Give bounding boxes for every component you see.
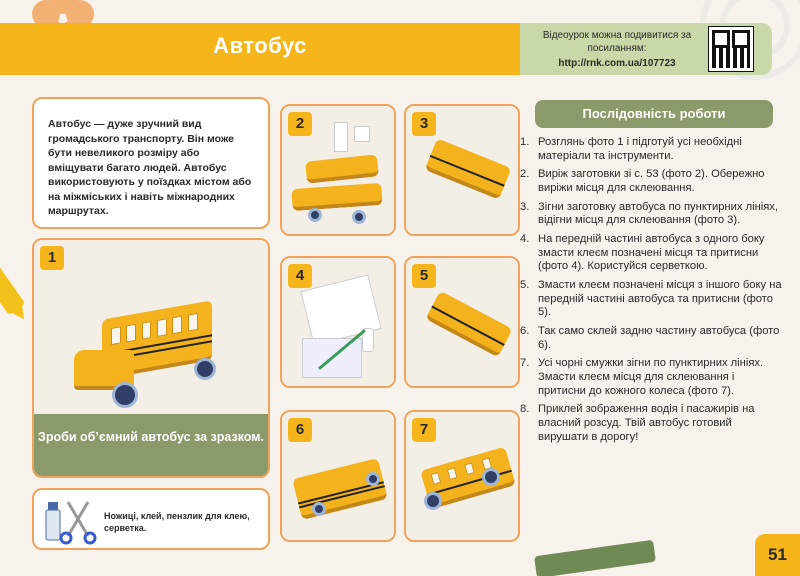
photo-card-2: [280, 104, 396, 236]
photo-card-5: [404, 256, 520, 388]
photo-number: 6: [288, 418, 312, 442]
tools-text: Ножиці, клей, пензлик для клею, серветка.: [104, 511, 250, 533]
steps-heading: Послідовність роботи: [535, 100, 773, 128]
photo-number: 2: [288, 112, 312, 136]
photo-number: 3: [412, 112, 436, 136]
photo-card-4: [280, 256, 396, 388]
list-item: 3. Зігни заготовку автобуса по пунктирних лініях, відігни місця для склеювання (фото 3).: [520, 200, 779, 227]
list-item: 7. Усі чорні смужки зігни по пунктирних лініях. Змасти клеєм місця для склеювання і притисни до кожного колеса (фото 7).: [520, 357, 764, 397]
photo-number: 5: [412, 264, 436, 288]
photo-card-3: [404, 104, 520, 236]
video-lesson-text: Відеоурок можна подивитися за посиланням:: [542, 30, 692, 54]
photo-number: 4: [288, 264, 312, 288]
photo-card-1: [32, 238, 270, 478]
video-lesson-box: [520, 23, 772, 75]
bus-template: [291, 183, 382, 211]
title-bar: [0, 23, 520, 75]
photo-card-6: [280, 410, 396, 542]
bus-glued: [425, 291, 512, 358]
bus-assembled: [292, 458, 388, 520]
list-item: 6. Так само склей задню частину автобуса (фото 6).: [520, 325, 780, 351]
video-lesson-url[interactable]: http://rnk.com.ua/107723: [558, 58, 676, 69]
list-item: 5. Змасти клеєм позначені місця з іншого боку на передній частині автобуса та притисни (фото 5).: [520, 279, 782, 319]
photo-number: 7: [412, 418, 436, 442]
crayon-decoration-bottom: [534, 540, 656, 576]
list-item: 2. Виріж заготовки зі с. 53 (фото 2). Обережно виріжи місця для склеювання.: [520, 168, 765, 194]
photo-1-image: [34, 240, 268, 418]
scissors-glue-icon: [42, 496, 98, 546]
steps-list: [520, 136, 782, 449]
list-item: 4. На передній частині автобуса з одного боку змасти клеєм позначені місця та притисни (фото 4). Користуйся серветкою.: [520, 233, 765, 273]
bus-folded: [425, 138, 512, 199]
photo-number: 1: [40, 246, 64, 270]
wheel-icon: [112, 382, 138, 408]
crayon-decoration: [0, 255, 25, 316]
page-number: 51: [755, 534, 800, 576]
bus-template: [305, 154, 379, 183]
list-item: 1. Розглянь фото 1 і підготуй усі необхідні матеріали та інструменти.: [520, 136, 742, 162]
list-item: 8. Приклей зображення водія і пасажирів на власний розсуд. Твій автобус готовий вирушати в дорогу!: [520, 403, 755, 443]
intro-text: Автобус — дуже зручний вид громадського транспорту. Він може бути невеликого розміру або вміщувати багато людей. Автобус використовують у поїздках містом або на міжміських і навіть міжнародних маршрутах.: [48, 118, 252, 217]
tools-box: [32, 488, 270, 550]
page-title: Автобус: [213, 33, 307, 58]
wheel-icon: [194, 358, 216, 380]
intro-box: [32, 97, 270, 229]
photo-1-caption: Зроби об’ємний автобус за зразком.: [34, 414, 268, 476]
photo-card-7: [404, 410, 520, 542]
qr-code-icon[interactable]: [709, 27, 753, 71]
